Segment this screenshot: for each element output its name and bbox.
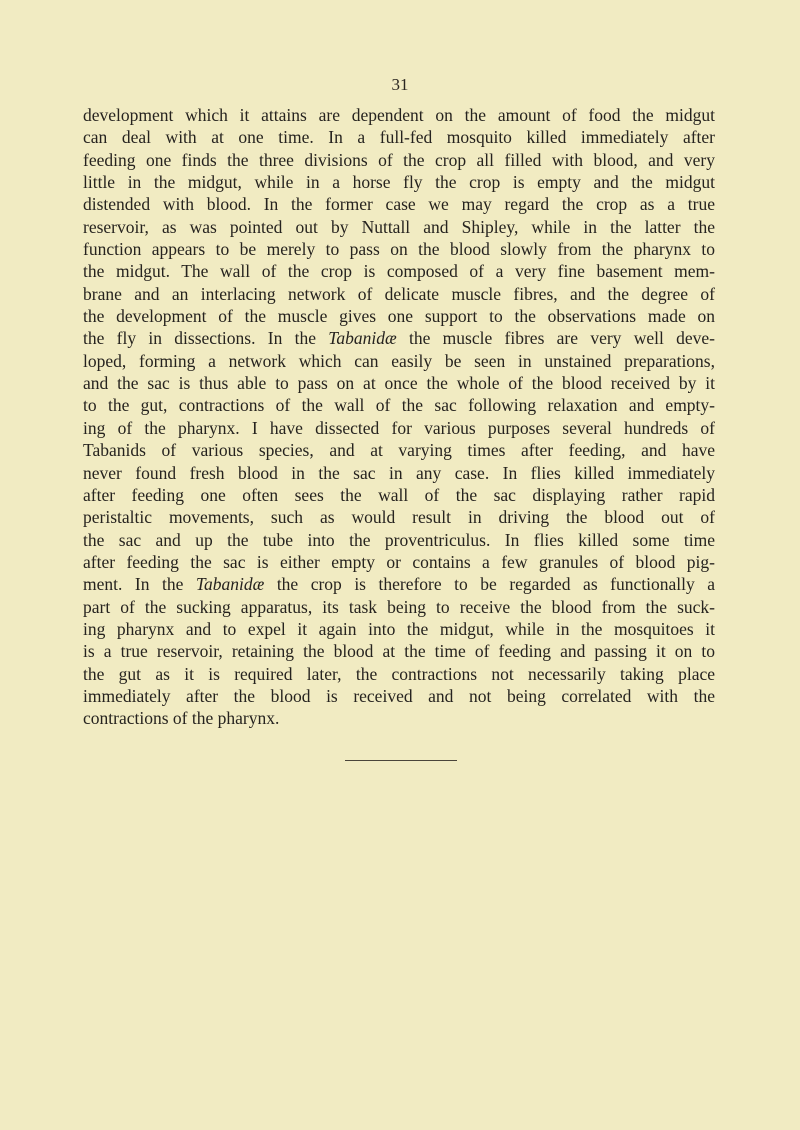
text-line: immediately after the blood is received and not being correlated with the xyxy=(83,685,715,706)
text-line: is a true reservoir, retaining the blood at the time of feeding and passing it on to xyxy=(83,641,715,662)
page-number: 31 xyxy=(391,75,409,94)
text-line: the sac and up the tube into the proventriculus. In flies killed some time xyxy=(83,529,715,550)
text-line: can deal with at one time. In a full-fed mosquito killed immediately after xyxy=(83,127,715,148)
text-line: the gut as it is required later, the contractions not necessarily taking place xyxy=(83,663,715,684)
text-line: the midgut. The wall of the crop is composed of a very fine basement mem- xyxy=(83,261,715,282)
text-line: peristaltic movements, such as would result in driving the blood out of xyxy=(83,507,715,528)
text-line: to the gut, contractions of the wall of the sac following relaxation and empty- xyxy=(83,395,715,416)
text-line: brane and an interlacing network of delicate muscle fibres, and the degree of xyxy=(83,283,715,304)
text-line: the development of the muscle gives one support to the observations made on xyxy=(83,306,715,327)
text-line: distended with blood. In the former case we may regard the crop as a true xyxy=(83,194,715,215)
text-line: the fly in dissections. In the Tabanidæ the muscle fibres are very well deve- xyxy=(83,328,715,349)
text-line: little in the midgut, while in a horse fly the crop is empty and the midgut xyxy=(83,172,715,193)
body-paragraph xyxy=(83,104,715,730)
text-line: ing of the pharynx. I have dissected for various purposes several hundreds of xyxy=(83,417,715,438)
section-divider xyxy=(345,760,457,761)
text-line: feeding one finds the three divisions of the crop all filled with blood, and very xyxy=(83,149,715,170)
text-line: after feeding one often sees the wall of the sac displaying rather rapid xyxy=(83,484,715,505)
text-line: and the sac is thus able to pass on at once the whole of the blood received by it xyxy=(83,373,715,394)
text-line: after feeding the sac is either empty or contains a few granules of blood pig- xyxy=(83,551,715,572)
text-line: function appears to be merely to pass on the blood slowly from the pharynx to xyxy=(83,239,715,260)
text-line: Tabanids of various species, and at varying times after feeding, and have xyxy=(83,440,715,461)
text-line: development which it attains are dependent on the amount of food the midgut xyxy=(83,105,715,125)
text-line-last: contractions of the pharynx. xyxy=(83,708,280,729)
text-line: part of the sucking apparatus, its task being to receive the blood from the suck- xyxy=(83,596,715,617)
text-line: ment. In the Tabanidæ the crop is therefore to be regarded as functionally a xyxy=(83,574,715,595)
text-line: reservoir, as was pointed out by Nuttall and Shipley, while in the latter the xyxy=(83,216,715,237)
text-line: never found fresh blood in the sac in any case. In flies killed immediately xyxy=(83,462,715,483)
text-line: loped, forming a network which can easily be seen in unstained preparations, xyxy=(83,350,715,371)
text-line: ing pharynx and to expel it again into the midgut, while in the mosquitoes it xyxy=(83,618,715,639)
